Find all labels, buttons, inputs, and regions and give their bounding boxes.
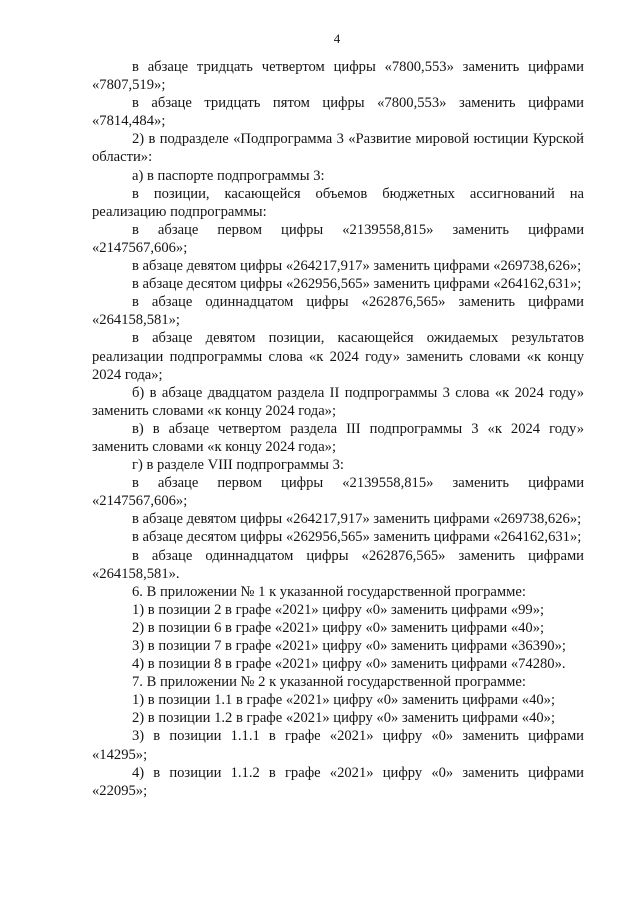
paragraph: г) в разделе VIII подпрограммы 3: <box>132 457 344 474</box>
paragraph: в абзаце девятом цифры «264217,917» заменить цифрами «269738,626»; <box>132 258 582 275</box>
paragraph: в абзаце девятом позиции, касающейся ожидаемых результатов реализации подпрограммы слова «к 2024 году» заменить словами «к концу 2024 года»; <box>92 330 584 383</box>
page-number: 4 <box>333 31 341 46</box>
paragraph: 6. В приложении № 1 к указанной государственной программе: <box>132 583 526 600</box>
paragraph: 3) в позиции 1.1.1 в графе «2021» цифру «0» заменить цифрами «14295»; <box>92 728 584 763</box>
paragraph: 2) в подразделе «Подпрограмма 3 «Развитие мировой юстиции Курской области»: <box>92 131 584 166</box>
paragraph: в абзаце первом цифры «2139558,815» заменить цифрами «2147567,606»; <box>92 221 584 256</box>
paragraph: в абзаце первом цифры «2139558,815» заменить цифрами «2147567,606»; <box>92 475 584 510</box>
paragraph: в абзаце десятом цифры «262956,565» заменить цифрами «264162,631»; <box>132 276 582 293</box>
paragraph: в абзаце одиннадцатом цифры «262876,565» заменить цифрами «264158,581»; <box>92 294 584 329</box>
paragraph: в абзаце девятом цифры «264217,917» заменить цифрами «269738,626»; <box>132 511 582 528</box>
paragraph: б) в абзаце двадцатом раздела II подпрограммы 3 слова «к 2024 году» заменить словами «к концу 2024 года»; <box>92 384 584 419</box>
paragraph: 3) в позиции 7 в графе «2021» цифру «0» заменить цифрами «36390»; <box>132 638 566 654</box>
paragraph: 2) в позиции 6 в графе «2021» цифру «0» заменить цифрами «40»; <box>132 619 545 636</box>
paragraph: в абзаце тридцать четвертом цифры «7800,553» заменить цифрами «7807,519»; <box>92 59 584 94</box>
paragraph: 2) в позиции 1.2 в графе «2021» цифру «0» заменить цифрами «40»; <box>132 710 556 727</box>
paragraph: в абзаце тридцать пятом цифры «7800,553» заменить цифрами «7814,484»; <box>92 95 584 130</box>
paragraph: 7. В приложении № 2 к указанной государственной программе: <box>132 674 526 691</box>
paragraph: в) в абзаце четвертом раздела III подпрограммы 3 «к 2024 году» заменить словами «к концу 2024 года»; <box>92 420 584 455</box>
paragraph: 1) в позиции 1.1 в графе «2021» цифру «0» заменить цифрами «40»; <box>132 692 556 709</box>
paragraph: в абзаце десятом цифры «262956,565» заменить цифрами «264162,631»; <box>132 529 582 546</box>
paragraph: а) в паспорте подпрограммы 3: <box>132 167 325 184</box>
paragraph: в позиции, касающейся объемов бюджетных ассигнований на реализацию подпрограммы: <box>92 185 584 220</box>
paragraph: 4) в позиции 8 в графе «2021» цифру «0» заменить цифрами «74280». <box>132 656 566 673</box>
paragraph: 4) в позиции 1.1.2 в графе «2021» цифру «0» заменить цифрами «22095»; <box>92 764 584 799</box>
paragraph: в абзаце одиннадцатом цифры «262876,565» заменить цифрами «264158,581». <box>92 547 584 582</box>
document-body <box>92 58 584 800</box>
paragraph: 1) в позиции 2 в графе «2021» цифру «0» заменить цифрами «99»; <box>132 601 545 618</box>
